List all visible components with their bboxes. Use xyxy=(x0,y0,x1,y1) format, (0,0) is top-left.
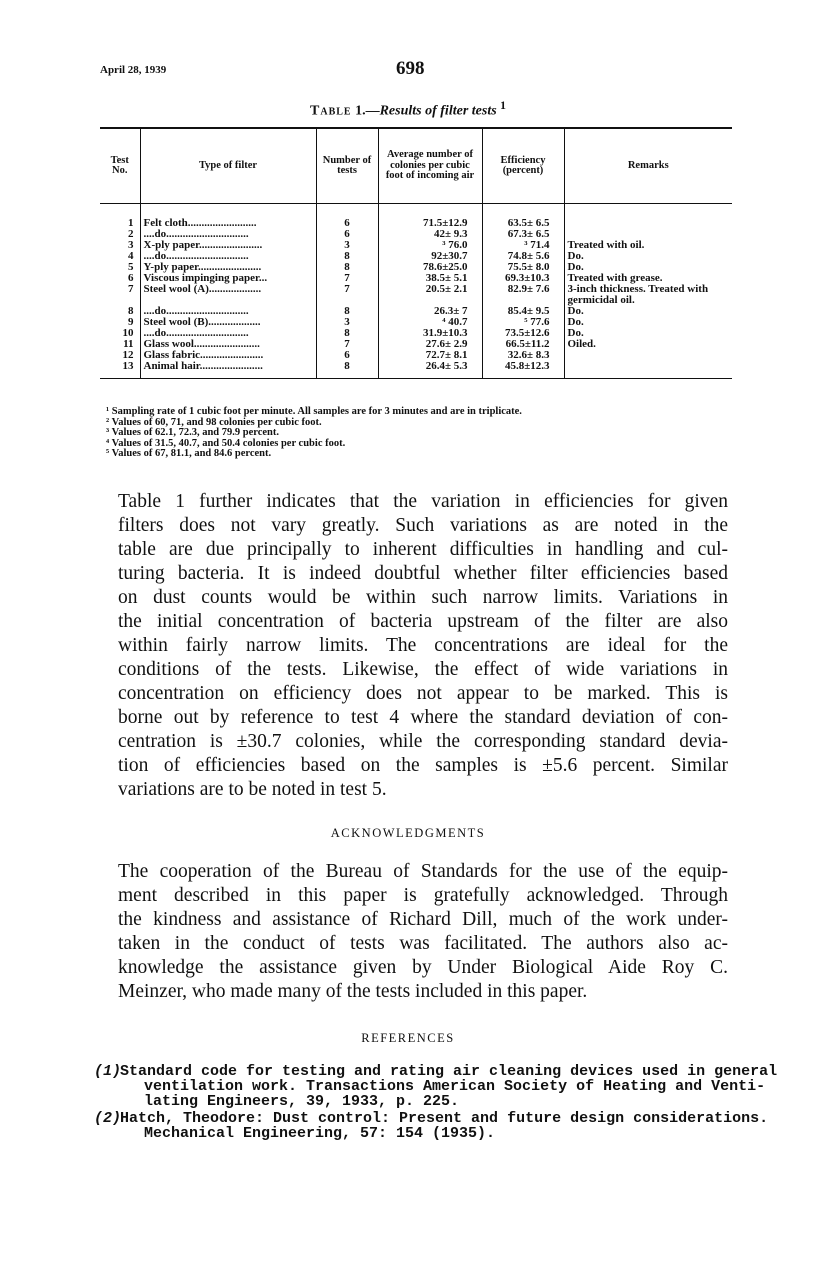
num-tests-cell: 7 xyxy=(316,284,378,306)
text-line: table are due principally to inherent difficulties in handling and cul- xyxy=(118,539,728,560)
num-tests-cell: 8 xyxy=(316,251,378,262)
text-line: variations are to be noted in test 5. xyxy=(118,779,387,800)
filter-type-cell: ....do.............................. xyxy=(140,251,316,262)
remarks-cell: Do. xyxy=(564,251,732,262)
avg-colonies-cell: 31.9±10.3 xyxy=(378,328,482,339)
avg-colonies-cell: 27.6± 2.9 xyxy=(378,339,482,350)
num-tests-cell: 8 xyxy=(316,328,378,339)
efficiency-cell: 32.6± 8.3 xyxy=(482,350,564,361)
acknowledgments-paragraph xyxy=(118,860,728,1004)
remarks-cell: Do. xyxy=(564,328,732,339)
reference-line: lating Engineers, 39, 1933, p. 225. xyxy=(144,1093,460,1110)
text-line: Table 1 further indicates that the variation in efficiencies for given xyxy=(118,491,728,512)
reference-item xyxy=(94,1110,769,1142)
filter-type-cell: ....do.............................. xyxy=(140,306,316,317)
filter-type-cell: Animal hair....................... xyxy=(140,361,316,379)
header-number-of-tests: Number of tests xyxy=(316,128,378,204)
text-line: knowledge the assistance given by Under Biological Aide Roy C. xyxy=(118,957,728,978)
test-no-cell: 3 xyxy=(128,239,134,251)
table-caption-number: 1.— xyxy=(355,103,380,119)
efficiency-cell: 73.5±12.6 xyxy=(482,328,564,339)
efficiency-cell: ⁵ 77.6 xyxy=(482,317,564,328)
remarks-cell: Do. xyxy=(564,262,732,273)
running-date: April 28, 1939 xyxy=(100,64,167,76)
reference-line: Hatch, Theodore: Dust control: Present and future design considerations. xyxy=(120,1110,769,1127)
num-tests-cell: 6 xyxy=(316,204,378,230)
filter-type-cell: Steel wool (A)................... xyxy=(140,284,316,306)
test-no-cell: 6 xyxy=(128,272,134,284)
text-line: tion of efficiencies based on the samples is ±5.6 percent. Similar xyxy=(118,755,728,776)
text-line: borne out by reference to test 4 where the standard deviation of con- xyxy=(118,707,728,728)
reference-line: Mechanical Engineering, 57: 154 (1935). xyxy=(144,1125,496,1142)
num-tests-cell: 6 xyxy=(316,229,378,240)
reference-line: Standard code for testing and rating air cleaning devices used in general xyxy=(120,1063,778,1080)
filter-type-cell: ....do.............................. xyxy=(140,229,316,240)
filter-type-cell: Steel wool (B)................... xyxy=(140,317,316,328)
remarks-cell xyxy=(564,361,732,379)
table-row xyxy=(100,284,732,306)
table-caption-title: Results of filter tests xyxy=(379,103,497,119)
reference-item xyxy=(94,1063,778,1110)
header-efficiency: Efficiency (percent) xyxy=(482,128,564,204)
avg-colonies-cell: 26.4± 5.3 xyxy=(378,361,482,379)
footnote: ⁵ Values of 67, 81.1, and 84.6 percent. xyxy=(106,448,272,459)
table-caption-note: 1 xyxy=(500,99,506,112)
filter-results-table xyxy=(100,127,732,379)
table-caption xyxy=(0,99,816,120)
remarks-cell xyxy=(564,350,732,361)
num-tests-cell: 3 xyxy=(316,240,378,251)
efficiency-cell: 69.3±10.3 xyxy=(482,273,564,284)
text-line: conditions of the tests. Likewise, the effect of wide variations in xyxy=(118,659,728,680)
footnote: ³ Values of 62.1, 72.3, and 79.9 percent. xyxy=(106,427,280,438)
num-tests-cell: 8 xyxy=(316,262,378,273)
text-line: the initial concentration of bacteria upstream of the filter are also xyxy=(118,611,728,632)
table-header-row xyxy=(100,128,732,204)
num-tests-cell: 7 xyxy=(316,273,378,284)
text-line: within fairly narrow limits. The concentrations are ideal for the xyxy=(118,635,728,656)
remarks-cell: Oiled. xyxy=(564,339,732,350)
filter-type-cell: ....do.............................. xyxy=(140,328,316,339)
num-tests-cell: 8 xyxy=(316,361,378,379)
header-average-colonies: Average number of colonies per cubic foot of incoming air xyxy=(378,128,482,204)
text-line: The cooperation of the Bureau of Standards for the use of the equip- xyxy=(118,861,728,882)
remarks-cell: 3-inch thickness. Treated with germicidal oil. xyxy=(564,284,732,306)
avg-colonies-cell: 72.7± 8.1 xyxy=(378,350,482,361)
remarks-cell: Do. xyxy=(564,317,732,328)
filter-type-cell: Glass fabric....................... xyxy=(140,350,316,361)
test-no-cell: 10 xyxy=(122,327,134,339)
avg-colonies-cell: 71.5±12.9 xyxy=(378,204,482,230)
acknowledgments-heading: ACKNOWLEDGMENTS xyxy=(330,826,486,840)
remarks-cell: Treated with oil. xyxy=(564,240,732,251)
test-no-cell: 13 xyxy=(100,361,140,379)
test-no-cell: 8 xyxy=(128,305,134,317)
filter-type-cell: Viscous impinging paper... xyxy=(140,273,316,284)
test-no-cell: 4 xyxy=(128,250,134,262)
text-line: Meinzer, who made many of the tests included in this paper. xyxy=(118,981,588,1002)
efficiency-cell: 67.3± 6.5 xyxy=(482,229,564,240)
efficiency-cell: ³ 71.4 xyxy=(482,240,564,251)
remarks-cell: Do. xyxy=(564,306,732,317)
body-paragraph-1 xyxy=(118,490,728,802)
text-line: concentration on efficiency does not appear to be marked. This is xyxy=(118,683,728,704)
test-no-cell: 1 xyxy=(128,217,134,229)
filter-type-cell: X-ply paper....................... xyxy=(140,240,316,251)
header-test-no: Test No. xyxy=(100,128,140,204)
num-tests-cell: 3 xyxy=(316,317,378,328)
footnote: ¹ Sampling rate of 1 cubic foot per minute. All samples are for 3 minutes and are in triplicate. xyxy=(106,406,522,417)
text-line: the kindness and assistance of Richard Dill, much of the work under- xyxy=(118,909,728,930)
table-row xyxy=(100,204,732,230)
efficiency-cell: 66.5±11.2 xyxy=(482,339,564,350)
efficiency-cell: 75.5± 8.0 xyxy=(482,262,564,273)
avg-colonies-cell: 38.5± 5.1 xyxy=(378,273,482,284)
efficiency-cell: 82.9± 7.6 xyxy=(482,284,564,306)
efficiency-cell: 45.8±12.3 xyxy=(482,361,564,379)
test-no-cell: 12 xyxy=(122,349,134,361)
footnote: ⁴ Values of 31.5, 40.7, and 50.4 colonies per cubic foot. xyxy=(106,437,346,449)
text-line: filters does not vary greatly. Such variations as are noted in the xyxy=(118,515,728,536)
filter-type-cell: Y-ply paper....................... xyxy=(140,262,316,273)
reference-number: (2) xyxy=(94,1110,122,1127)
num-tests-cell: 6 xyxy=(316,350,378,361)
reference-number: (1) xyxy=(94,1063,122,1080)
references-list xyxy=(94,1063,778,1142)
header-remarks: Remarks xyxy=(564,128,732,204)
avg-colonies-cell: 42± 9.3 xyxy=(378,229,482,240)
reference-line: ventilation work. Transactions American Society of Heating and Venti- xyxy=(144,1078,766,1095)
filter-type-cell: Felt cloth......................... xyxy=(140,204,316,230)
references-heading: REFERENCES xyxy=(361,1031,455,1045)
remarks-cell: Treated with grease. xyxy=(564,273,732,284)
avg-colonies-cell: 26.3± 7 xyxy=(378,306,482,317)
num-tests-cell: 7 xyxy=(316,339,378,350)
table-row xyxy=(100,361,732,379)
avg-colonies-cell: 92±30.7 xyxy=(378,251,482,262)
efficiency-cell: 74.8± 5.6 xyxy=(482,251,564,262)
test-no-cell: 9 xyxy=(128,316,134,328)
header-type-of-filter: Type of filter xyxy=(140,128,316,204)
page-number: 698 xyxy=(396,58,425,79)
text-line: ment described in this paper is gratefully acknowledged. Through xyxy=(118,885,728,906)
text-line: turing bacteria. It is indeed doubtful whether filter efficiencies based xyxy=(118,563,728,584)
avg-colonies-cell: ³ 76.0 xyxy=(378,240,482,251)
num-tests-cell: 8 xyxy=(316,306,378,317)
test-no-cell: 11 xyxy=(123,338,134,350)
remarks-cell xyxy=(564,204,732,230)
footnote: ² Values of 60, 71, and 98 colonies per cubic foot. xyxy=(106,416,322,428)
text-line: centration is ±30.7 colonies, while the corresponding standard devia- xyxy=(118,731,728,752)
avg-colonies-cell: 20.5± 2.1 xyxy=(378,284,482,306)
efficiency-cell: 63.5± 6.5 xyxy=(482,204,564,230)
avg-colonies-cell: ⁴ 40.7 xyxy=(378,317,482,328)
text-line: on dust counts would be within such narrow limits. Variations in xyxy=(118,587,728,608)
table-caption-label: Table xyxy=(310,103,352,119)
test-no-cell: 2 xyxy=(128,228,134,240)
test-no-cell: 5 xyxy=(128,261,134,273)
filter-type-cell: Glass wool........................ xyxy=(140,339,316,350)
efficiency-cell: 85.4± 9.5 xyxy=(482,306,564,317)
avg-colonies-cell: 78.6±25.0 xyxy=(378,262,482,273)
text-line: taken in the conduct of tests was facilitated. The authors also ac- xyxy=(118,933,728,954)
table-footnotes xyxy=(106,407,746,460)
test-no-cell: 7 xyxy=(128,283,134,295)
